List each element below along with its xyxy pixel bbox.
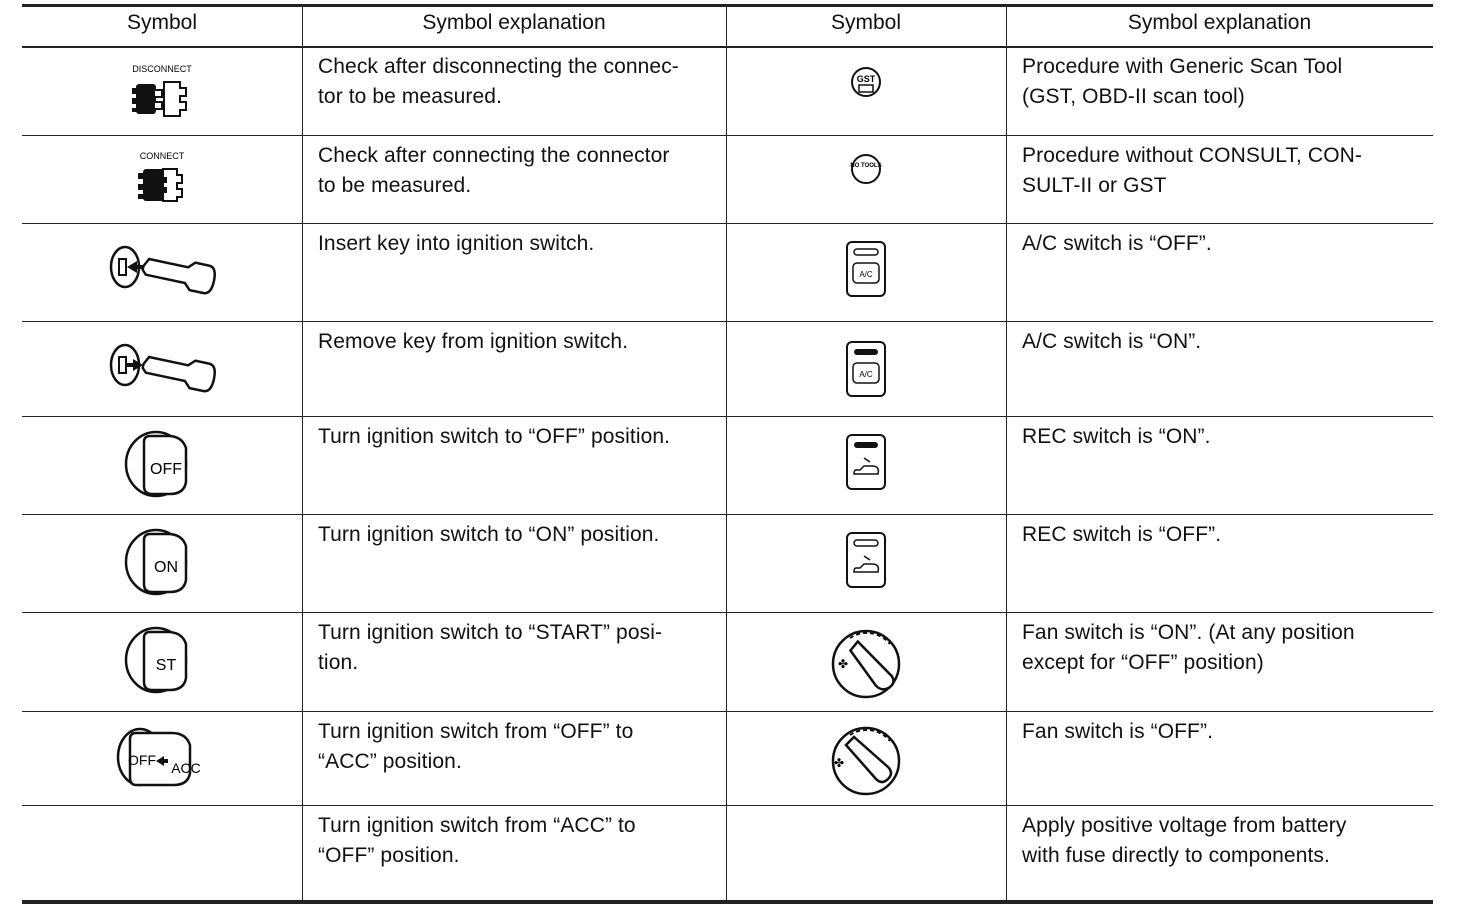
- svg-text:ACC: ACC: [171, 760, 201, 776]
- row-rule: [22, 711, 1433, 712]
- ignition-on-icon: [22, 514, 302, 612]
- row-rule: [22, 612, 1433, 613]
- ignition-off-icon: [22, 416, 302, 514]
- table-row: [22, 805, 1433, 901]
- row-rule: [22, 223, 1433, 224]
- svg-text:OFF: OFF: [128, 752, 156, 768]
- empty-symbol-cell: [726, 805, 1006, 901]
- left-explanation: Check after disconnecting the connec- tor to be measured.: [318, 55, 679, 108]
- svg-text:NO TOOLS: NO TOOLS: [850, 163, 882, 169]
- fan-switch-on-icon: [726, 612, 1006, 711]
- no-tools-icon: [726, 135, 1006, 223]
- right-explanation: REC switch is “ON”.: [1022, 425, 1211, 448]
- rec-switch-on-icon: [726, 416, 1006, 514]
- gst-icon: [726, 46, 1006, 135]
- svg-text:ON: ON: [154, 559, 178, 576]
- table-row: [22, 416, 1433, 514]
- svg-text:✤: ✤: [838, 657, 849, 671]
- header-rule: [22, 46, 1433, 48]
- right-explanation: Fan switch is “OFF”.: [1022, 720, 1214, 743]
- table-row: [22, 321, 1433, 416]
- row-rule: [22, 514, 1433, 515]
- empty-symbol-cell: [22, 805, 302, 901]
- ignition-off-to-acc-icon: [22, 711, 302, 805]
- row-rule: [22, 135, 1433, 136]
- table-bottom-rule: [22, 900, 1433, 904]
- table-header-row: [22, 4, 1433, 46]
- row-rule: [22, 416, 1433, 417]
- disconnect-connector-icon: [22, 46, 302, 135]
- right-explanation: A/C switch is “OFF”.: [1022, 232, 1212, 255]
- connect-connector-icon: [22, 135, 302, 223]
- left-explanation: Turn ignition switch from “ACC” to “OFF” position.: [318, 814, 636, 867]
- table-row: [22, 514, 1433, 612]
- ac-switch-on-icon: [726, 321, 1006, 416]
- left-explanation: Turn ignition switch to “OFF” position.: [318, 425, 671, 448]
- table-top-rule: [22, 4, 1433, 7]
- column-divider: [302, 4, 303, 901]
- svg-text:CONNECT: CONNECT: [139, 151, 185, 161]
- table-row: [22, 135, 1433, 223]
- header-symbol-left: Symbol: [126, 11, 198, 34]
- svg-text:A/C: A/C: [859, 270, 873, 279]
- table-row: [22, 612, 1433, 711]
- left-explanation: Remove key from ignition switch.: [318, 330, 629, 353]
- right-explanation: Apply positive voltage from battery with fuse directly to components.: [1022, 814, 1347, 867]
- row-rule: [22, 805, 1433, 806]
- remove-key-icon: [22, 321, 302, 416]
- table-row: [22, 223, 1433, 321]
- svg-text:ST: ST: [155, 657, 177, 674]
- right-explanation: Procedure with Generic Scan Tool (GST, OBD-II scan tool): [1022, 55, 1343, 108]
- left-explanation: Check after connecting the connector to be measured.: [318, 144, 670, 197]
- ac-switch-off-icon: [726, 223, 1006, 321]
- table-row: [22, 711, 1433, 805]
- header-explanation-right: Symbol explanation: [1127, 11, 1312, 34]
- svg-text:DISCONNECT: DISCONNECT: [132, 64, 192, 74]
- ignition-start-icon: [22, 612, 302, 711]
- column-divider: [726, 4, 727, 901]
- column-divider: [1006, 4, 1007, 901]
- right-explanation: Fan switch is “ON”. (At any position except for “OFF” position): [1022, 621, 1355, 674]
- left-explanation: Turn ignition switch from “OFF” to “ACC” position.: [318, 720, 634, 773]
- right-explanation: REC switch is “OFF”.: [1022, 523, 1222, 546]
- row-rule: [22, 321, 1433, 322]
- header-explanation-left: Symbol explanation: [422, 11, 606, 34]
- rec-switch-off-icon: [726, 514, 1006, 612]
- table-row: [22, 46, 1433, 135]
- svg-text:GST: GST: [856, 74, 876, 84]
- header-symbol-right: Symbol: [830, 11, 902, 34]
- insert-key-icon: [22, 223, 302, 321]
- left-explanation: Turn ignition switch to “START” posi- tion.: [318, 621, 663, 674]
- right-explanation: Procedure without CONSULT, CON- SULT-II or GST: [1022, 144, 1362, 197]
- left-explanation: Insert key into ignition switch.: [318, 232, 595, 255]
- left-explanation: Turn ignition switch to “ON” position.: [318, 523, 660, 546]
- svg-text:✤: ✤: [834, 756, 845, 770]
- right-explanation: A/C switch is “ON”.: [1022, 330, 1202, 353]
- fan-switch-off-icon: [726, 711, 1006, 805]
- svg-text:OFF: OFF: [150, 461, 182, 478]
- svg-text:A/C: A/C: [859, 370, 873, 379]
